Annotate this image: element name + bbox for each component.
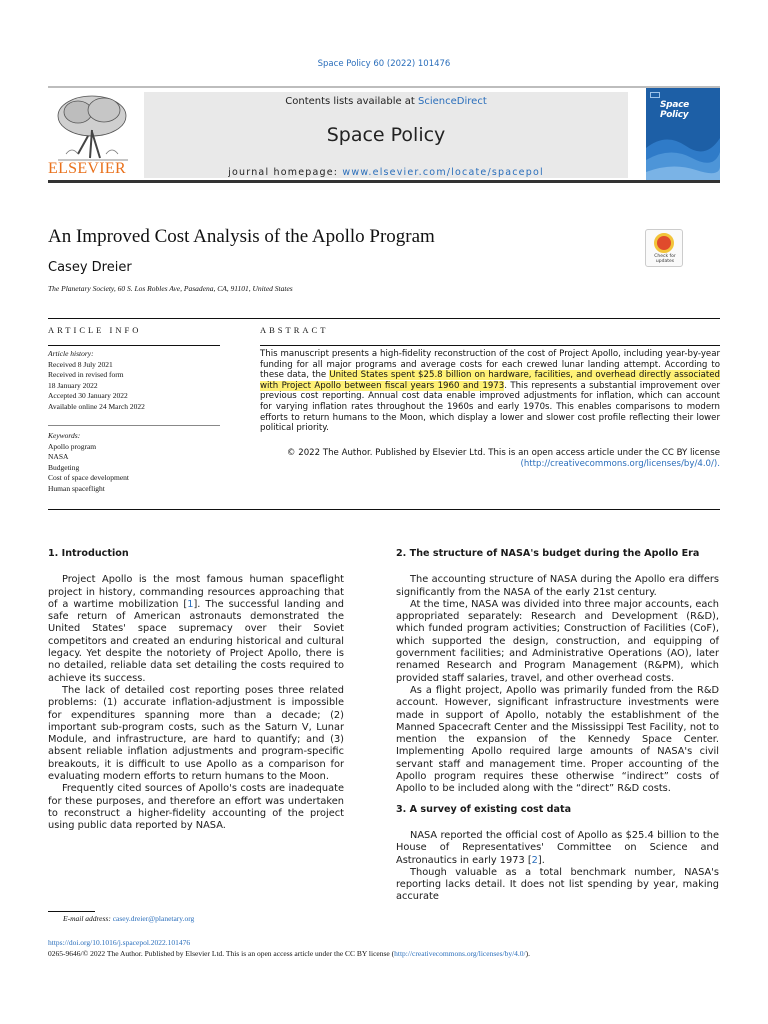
keyword-item: Cost of space development [48,473,130,483]
author-affiliation: The Planetary Society, 60 S. Los Robles Ave, Pasadena, CA, 91101, United States [48,284,293,293]
section-title: 2. The structure of NASA's budget during the Apollo Era [396,548,700,559]
elsevier-tree-logo[interactable] [48,92,136,180]
paragraph: Though valuable as a total benchmark number, NASA's reporting lacks detail. It does not list spending by year, making accurate [396,866,719,903]
contents-line [144,96,628,107]
article-info-heading: ARTICLE INFO [48,325,142,335]
history-label: Article history: [48,349,94,358]
email-link[interactable]: casey.dreier@planetary.org [112,914,195,923]
divider [48,509,720,510]
email-label: E-mail address: [63,914,113,923]
contents-prefix: Contents lists available at [285,96,419,107]
citation-link[interactable]: 2 [531,854,538,866]
check-updates-label: Check for updates [654,254,676,264]
keywords-label: Keywords: [48,431,81,440]
homepage-prefix: journal homepage: [228,167,343,178]
sciencedirect-link[interactable]: ScienceDirect [418,96,487,107]
doi-link[interactable]: https://doi.org/10.1016/j.spacepol.2022.101476 [48,938,191,947]
abstract-text-end: . This represents a substantial improvement over previous cost reporting. Annual cost data enable improved adjustments for inflation, which can account for varying inflation rates throughout the 1960s and early 1970s. This enables comparisons to modern efforts to return humans to the Moon, which display a lower and slower cost profile reflecting their lower political priority. [260,380,721,434]
keyword-item: NASA [48,452,69,462]
keyword-item: Budgeting [48,462,80,472]
license-text: © 2022 The Author. Published by Elsevier Ltd. This is an open access article under the CC BY license [286,448,720,458]
history-item: Accepted 30 January 2022 [48,391,128,401]
journal-banner [144,92,628,178]
issn-license-line: 0265-9646/© 2022 The Author. Published by Elsevier Ltd. This is an open access article under the CC BY license (http://creativecommons.org/licenses/by/4.0/). [48,949,531,958]
abstract-highlight[interactable]: United States spent $25.8 billion on hardware, facilities, and overhead directly associated with Project Apollo between fiscal years 1960 and 1973 [260,370,720,391]
paragraph: NASA reported the official cost of Apollo as $25.4 billion to the House of Representatives' Committee on Science and Astronautics in early 1973 [2]. [396,829,719,866]
footnote-divider [48,911,95,912]
divider [48,318,720,319]
paragraph: The accounting structure of NASA during the Apollo era differs significantly from the NASA of the early 21st century. [396,574,719,598]
footer-license-link[interactable]: http://creativecommons.org/licenses/by/4.0/ [394,949,526,958]
journal-cover-thumbnail[interactable] [646,88,720,180]
article-history [48,349,218,413]
homepage-line [144,167,628,178]
journal-header [48,86,720,183]
history-item: 18 January 2022 [48,380,98,390]
keyword-item: Apollo program [48,441,97,451]
divider [48,425,220,426]
section-title: 3. A survey of existing cost data [396,803,572,815]
cover-logo-icon [650,92,660,98]
paragraph: As a flight project, Apollo was primarily funded from the R&D account. However, significant infrastructure investments were made in support of Apollo, notably the establishment of the Manned Spacecraft Center and the Mississippi Test Facility, not to mention the expansion of the Kennedy Space Center. Implementing Apollo required large amounts of NASA's civil servant staff and management time. Proper accounting of the Apollo program requires these otherwise “indirect” costs of Apollo to be included along with the “direct” R&D costs. [396,684,719,795]
history-item: Received in revised form [48,370,124,380]
history-item: Received 8 July 2021 [48,359,113,369]
homepage-link[interactable]: www.elsevier.com/locate/spacepol [342,167,544,178]
abstract-text-start: This manuscript presents a high-fidelity reconstruction of the cost of Project Apollo, including year-by-year funding for all major programs and average costs for each crewed lunar landing attempt. According to these data, the [260,349,720,381]
divider [260,345,720,346]
check-for-updates-badge[interactable] [645,229,683,267]
section-title: 1. Introduction [48,548,129,559]
right-column [396,548,719,904]
keyword-item: Human spaceflight [48,483,105,493]
left-column [48,548,344,833]
divider [48,345,220,346]
paragraph: The lack of detailed cost reporting poses three related problems: (1) accurate inflation-adjustment is impossible for expenditures spanning more than a decade; (2) important sub-program costs, such as the Saturn V, Lunar Module, and infrastructure, are hard to quantify; and (3) absent reliable inflation adjustments and program-specific breakouts, it is difficult to use Apollo as a comparison for evaluating modern efforts to return humans to the Moon. [48,684,344,783]
journal-name: Space Policy [326,124,446,146]
keywords [48,431,218,495]
paragraph: Frequently cited sources of Apollo's costs are inadequate for these purposes, and therefore an effort was undertaken to reconstruct a higher-fidelity accounting of the project using public data reported by NASA. [48,783,344,832]
journal-reference-link[interactable]: Space Policy 60 (2022) 101476 [317,59,451,69]
abstract-body [260,349,720,434]
abstract-license [260,448,720,469]
history-item: Available online 24 March 2022 [48,401,145,411]
cover-art-icon [646,128,720,180]
cover-title: Space Policy [660,100,689,120]
abstract-heading: ABSTRACT [260,325,329,335]
paragraph: Project Apollo is the most famous human spaceflight project in history, commanding resources approaching that of a wartime mobilization [1]. The successful landing and safe return of American astronauts demonstrated the United States' space supremacy over their Soviet competitors and created an enduring historical and cultural legacy. Yet despite the notoriety of Project Apollo, there is no detailed, reliable data set detailing the costs required to achieve its success. [48,574,344,684]
author-name: Casey Dreier [48,260,132,275]
paragraph: At the time, NASA was divided into three major accounts, each appropriated separately: Research and Development (R&D), which funded program activities; Construction of Facilities (CoF), which supported the design, construction, and equipping of government facilities; and Administrative Operations (AO), later renamed Research and Program Management (R&PM), which provided staff salaries, travel, and other overhead costs. [396,598,719,684]
license-link[interactable]: (http://creativecommons.org/licenses/by/4.0/). [520,458,720,469]
elsevier-wordmark: ELSEVIER [48,160,126,177]
citation-link[interactable]: 1 [187,598,194,610]
article-title: An Improved Cost Analysis of the Apollo Program [48,226,435,247]
tree-icon [48,92,136,164]
check-updates-icon [654,233,674,253]
author-email [63,914,194,923]
